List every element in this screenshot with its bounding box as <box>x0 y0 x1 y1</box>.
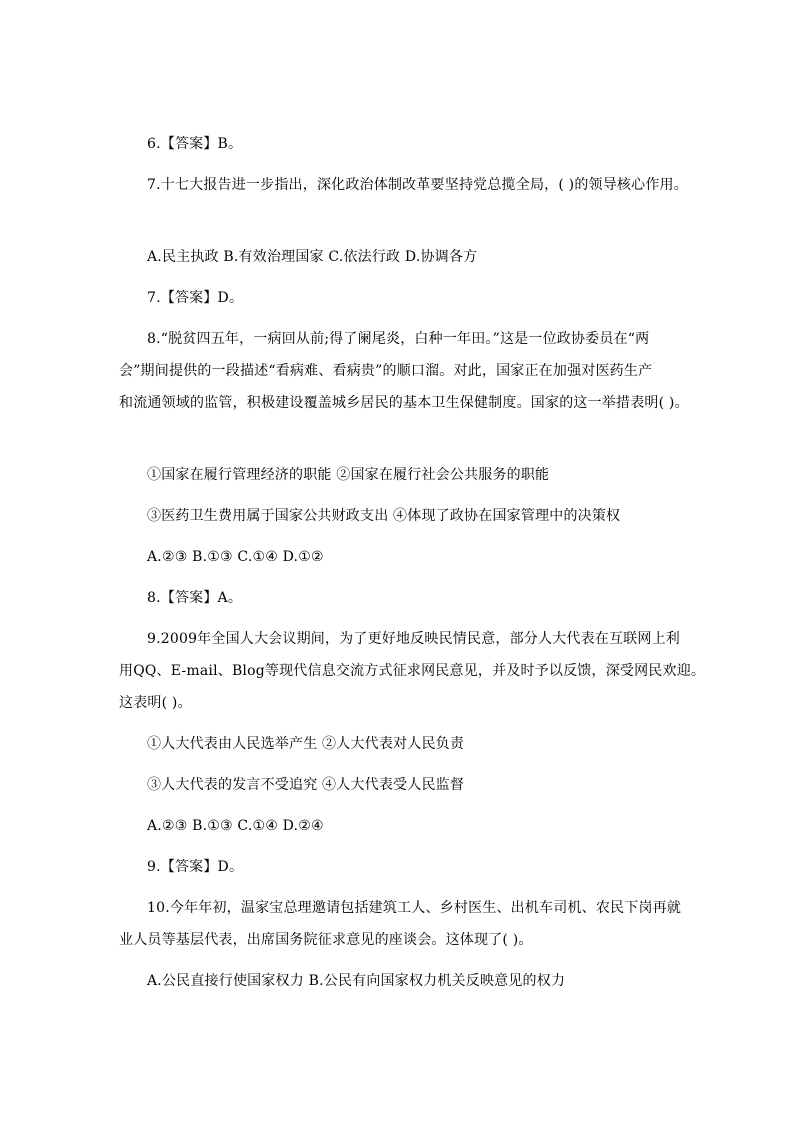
question-9-statements-1: ①人大代表由人民选举产生 ②人大代表对人民负责 <box>147 736 465 752</box>
question-8-stem-line-2: 会”期间提供的一段描述“看病难、看病贵”的顺口溜。对此，国家正在加强对医药生产 <box>119 363 653 379</box>
answer-7: 7.【答案】D。 <box>147 290 244 306</box>
question-9-stem-line-3: 这表明( )。 <box>119 695 192 711</box>
question-9-options: A.②③ B.①③ C.①④ D.②④ <box>147 818 324 834</box>
question-7-stem: 7.十七大报告进一步指出，深化政治体制改革要坚持党总揽全局，( )的领导核心作用。 <box>147 177 688 193</box>
question-8-stem-line-3: 和流通领域的监管，积极建设覆盖城乡居民的基本卫生保健制度。国家的这一举措表明( )。 <box>119 395 689 411</box>
question-9-statements-2: ③人大代表的发言不受追究 ④人大代表受人民监督 <box>147 777 465 793</box>
question-9-stem-line-2: 用QQ、E-mail、Blog等现代信息交流方式征求网民意见，并及时予以反馈，深受网民欢迎。 <box>119 663 706 679</box>
question-8-options: A.②③ B.①③ C.①④ D.①② <box>147 549 324 565</box>
question-8-statements-1: ①国家在履行管理经济的职能 ②国家在履行社会公共服务的职能 <box>147 467 550 483</box>
question-8-stem-line-1: 8.“脱贫四五年，一病回从前;得了阑尾炎，白种一年田。”这是一位政协委员在“两 <box>147 331 650 347</box>
question-7-options: A.民主执政 B.有效治理国家 C.依法行政 D.协调各方 <box>147 249 478 265</box>
answer-6: 6.【答案】B。 <box>147 136 243 152</box>
question-10-stem-line-2: 业人员等基层代表，出席国务院征求意见的座谈会。这体现了( )。 <box>119 932 533 948</box>
question-10-stem-line-1: 10.今年年初，温家宝总理邀请包括建筑工人、乡村医生、出机车司机、农民下岗再就 <box>147 900 682 916</box>
question-8-statements-2: ③医药卫生费用属于国家公共财政支出 ④体现了政协在国家管理中的决策权 <box>147 508 621 524</box>
answer-8: 8.【答案】A。 <box>147 590 243 606</box>
question-10-options: A.公民直接行使国家权力 B.公民有向国家权力机关反映意见的权力 <box>147 973 566 989</box>
answer-9: 9.【答案】D。 <box>147 859 244 875</box>
question-9-stem-line-1: 9.2009年全国人大会议期间，为了更好地反映民情民意，部分人大代表在互联网上利 <box>147 631 680 647</box>
